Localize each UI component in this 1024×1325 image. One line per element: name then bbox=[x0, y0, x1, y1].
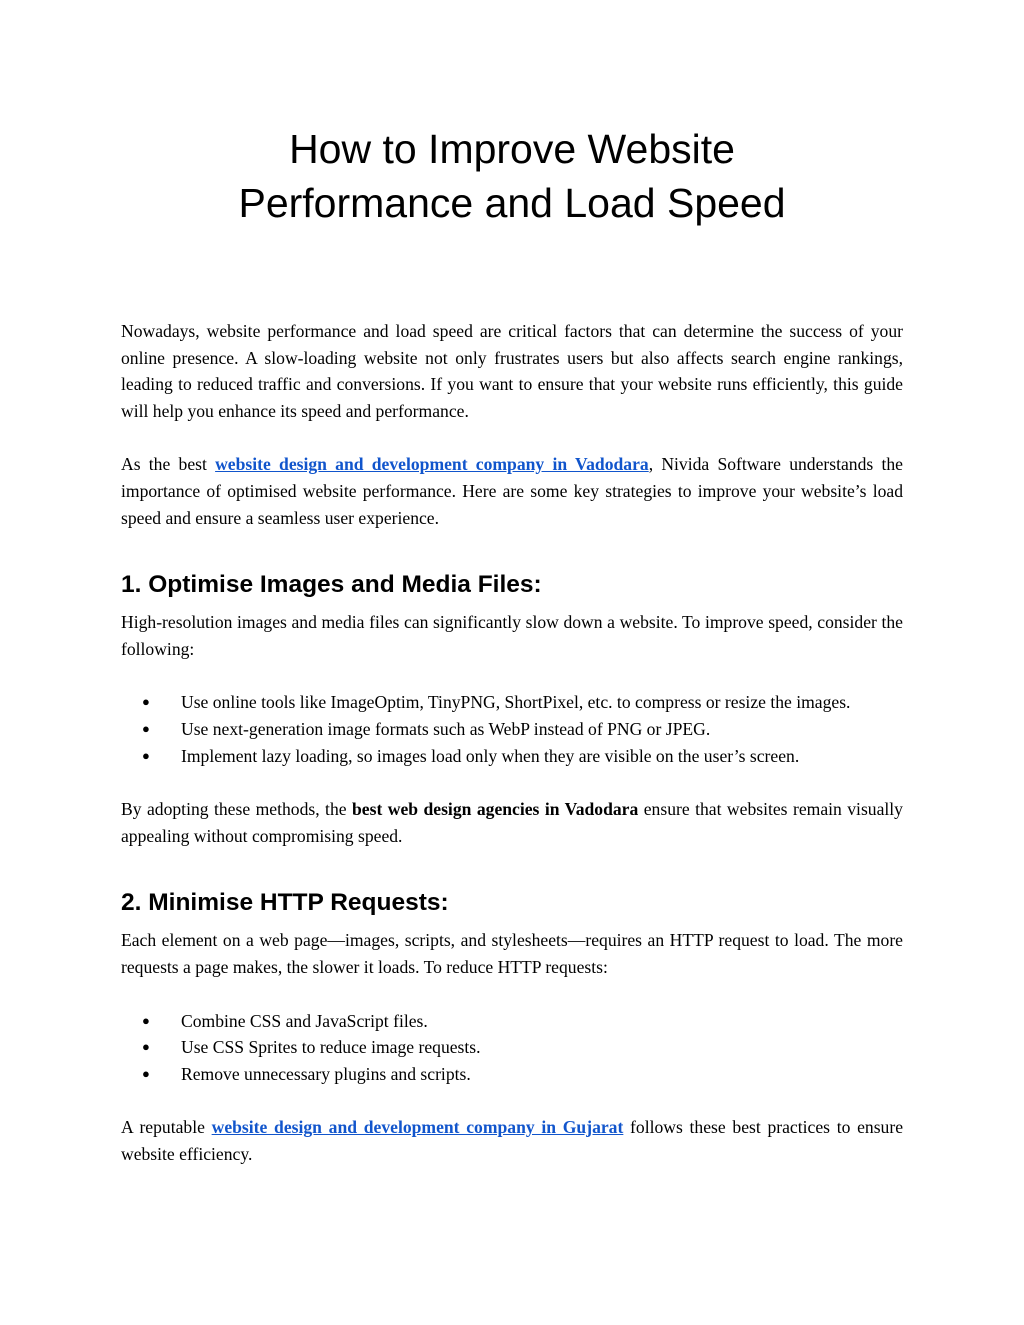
section-2-closing bbox=[121, 1114, 903, 1167]
intro-paragraph: Nowadays, website performance and load speed are critical factors that can determine the success of your online presence. A slow-loading website not only frustrates users but also affects search engine rankings, leading to reduced traffic and conversions. If you want to ensure that your website runs efficiently, this guide will help you enhance its speed and performance. bbox=[121, 321, 903, 421]
section-1-bullet-list bbox=[121, 689, 903, 769]
section-1-closing-bold: best web design agencies in Vadodara bbox=[352, 799, 639, 820]
list-item bbox=[121, 1008, 903, 1035]
bullet-icon: ● bbox=[142, 1039, 150, 1055]
list-item-text: Use CSS Sprites to reduce image requests. bbox=[181, 1037, 481, 1058]
section-2-bullet-list bbox=[121, 1008, 903, 1088]
section-1-heading: 1. Optimise Images and Media Files: bbox=[121, 571, 542, 599]
list-item bbox=[121, 689, 903, 716]
bullet-icon: ● bbox=[142, 720, 150, 736]
company-paragraph-after: , Nivida Software understands the importance of optimised website performance. Here are some key strategies to improve your website’s load speed and ensure a seamless user experience. bbox=[121, 454, 903, 528]
company-paragraph-before: As the best bbox=[121, 454, 216, 475]
section-1-closing-before: By adopting these methods, the bbox=[121, 799, 352, 820]
title-line-2: Performance and Load Speed bbox=[238, 180, 786, 226]
list-item-text: Remove unnecessary plugins and scripts. bbox=[181, 1063, 471, 1084]
bullet-icon: ● bbox=[142, 1012, 150, 1028]
page-title bbox=[121, 122, 903, 230]
company-paragraph bbox=[121, 451, 903, 531]
document-content bbox=[121, 0, 903, 1167]
list-item bbox=[121, 1034, 903, 1061]
list-item bbox=[121, 716, 903, 743]
title-line-1: How to Improve Website bbox=[289, 126, 735, 172]
section-1-intro: High-resolution images and media files can significantly slow down a website. To improve speed, consider the following: bbox=[121, 612, 903, 659]
bullet-icon: ● bbox=[142, 694, 150, 710]
list-item-text: Implement lazy loading, so images load only when they are visible on the user’s screen. bbox=[181, 745, 800, 766]
list-item-text: Combine CSS and JavaScript files. bbox=[181, 1010, 428, 1031]
bullet-icon: ● bbox=[142, 747, 150, 763]
list-item-text: Use online tools like ImageOptim, TinyPNG, ShortPixel, etc. to compress or resize the images. bbox=[181, 692, 851, 713]
vadodara-company-link[interactable]: website design and development company in Vadodara bbox=[215, 454, 649, 475]
list-item-text: Use next-generation image formats such as WebP instead of PNG or JPEG. bbox=[181, 718, 711, 739]
list-item bbox=[121, 1061, 903, 1088]
section-1-closing bbox=[121, 796, 903, 849]
section-2-heading: 2. Minimise HTTP Requests: bbox=[121, 889, 449, 917]
section-2-closing-after: follows these best practices to ensure website efficiency. bbox=[121, 1117, 904, 1164]
list-item bbox=[121, 743, 903, 770]
gujarat-company-link[interactable]: website design and development company in Gujarat bbox=[211, 1117, 624, 1138]
section-1-closing-after: ensure that websites remain visually appealing without compromising speed. bbox=[121, 799, 903, 846]
section-2-closing-before: A reputable bbox=[121, 1117, 212, 1138]
section-2-intro: Each element on a web page—images, scripts, and stylesheets—requires an HTTP request to load. The more requests a page makes, the slower it loads. To reduce HTTP requests: bbox=[121, 930, 903, 977]
bullet-icon: ● bbox=[142, 1065, 150, 1081]
